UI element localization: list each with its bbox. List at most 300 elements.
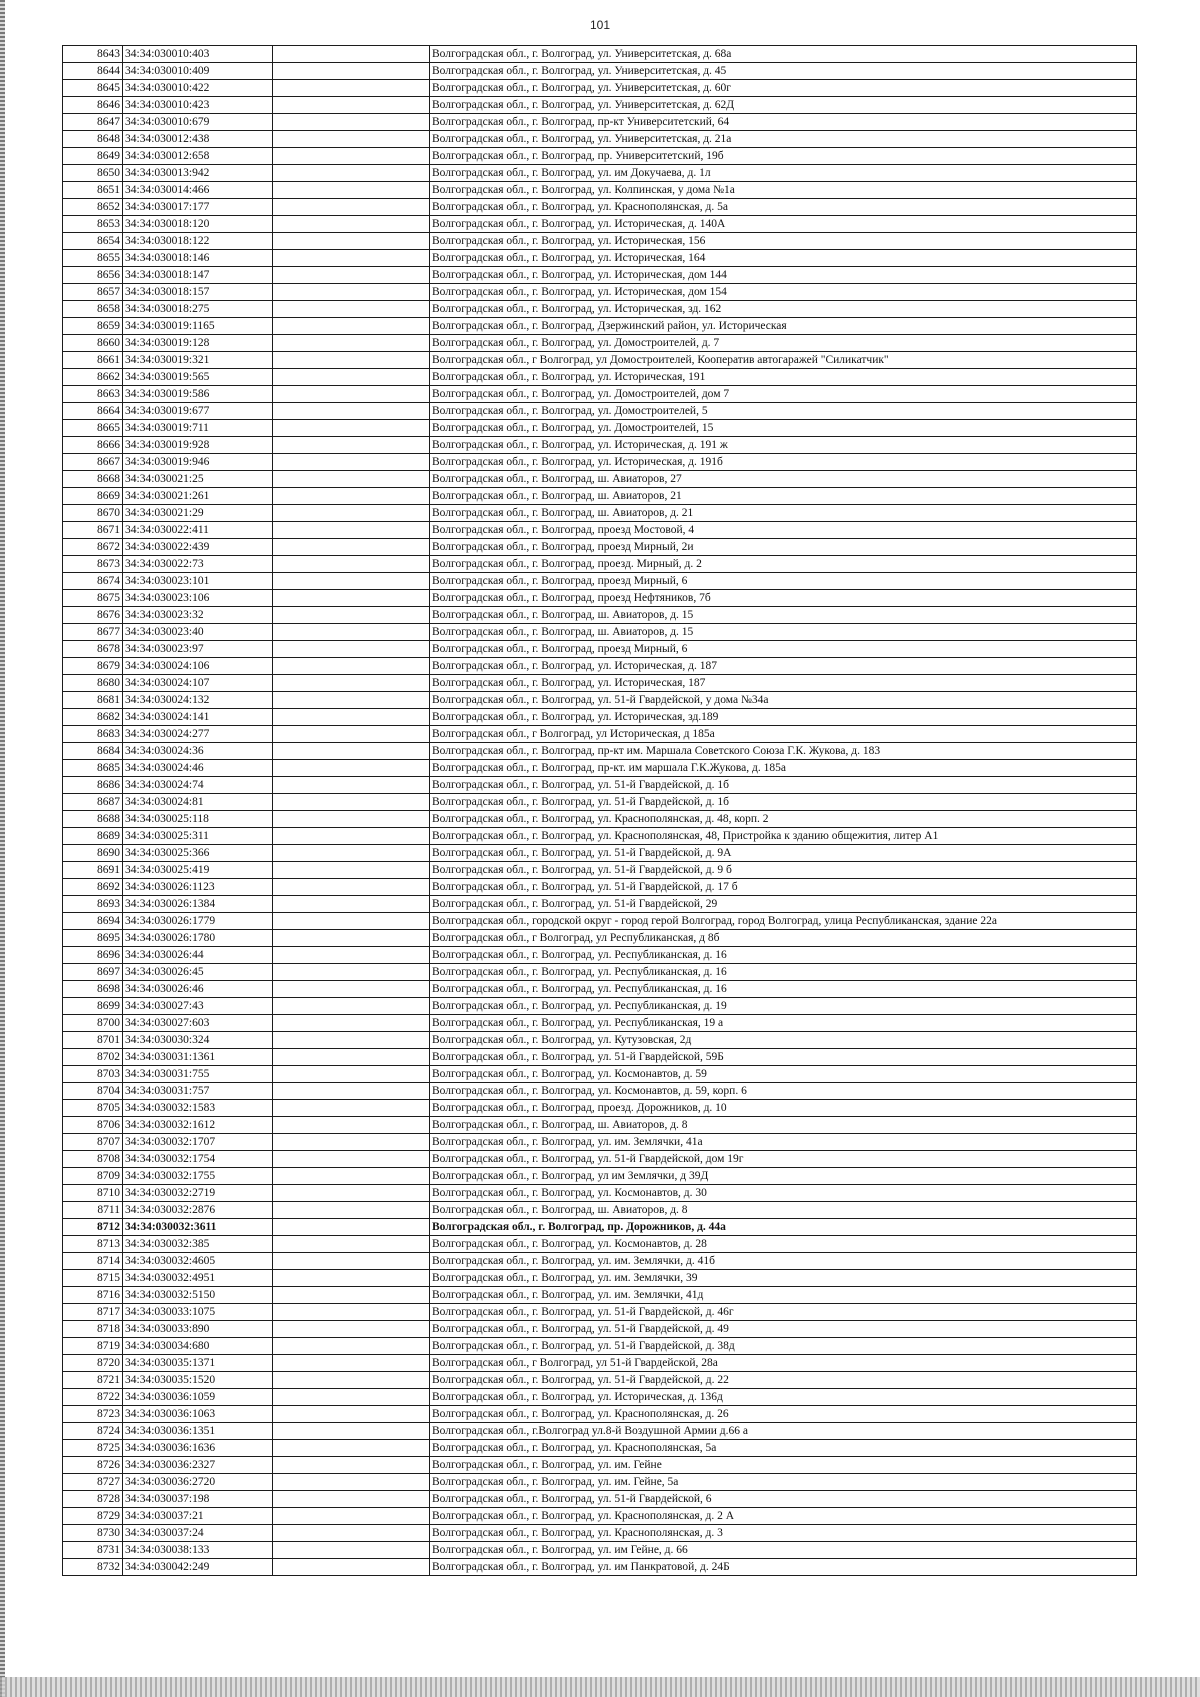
address-cell: Волгоградская обл., г. Волгоград, ул. Историческая, 191 xyxy=(430,369,1137,386)
cadastral-number-cell: 34:34:030026:1780 xyxy=(123,930,273,947)
address-cell: Волгоградская обл., г. Волгоград, ул. Домостроителей, дом 7 xyxy=(430,386,1137,403)
empty-cell xyxy=(273,607,430,624)
table-row xyxy=(63,896,1137,913)
row-number-cell: 8690 xyxy=(63,845,123,862)
address-cell: Волгоградская обл., г. Волгоград, ул. Историческая, 156 xyxy=(430,233,1137,250)
table-row xyxy=(63,1100,1137,1117)
row-number-cell: 8663 xyxy=(63,386,123,403)
empty-cell xyxy=(273,573,430,590)
empty-cell xyxy=(273,216,430,233)
empty-cell xyxy=(273,454,430,471)
address-cell: Волгоградская обл., г. Волгоград, ул. Историческая, д. 140А xyxy=(430,216,1137,233)
empty-cell xyxy=(273,930,430,947)
table-row xyxy=(63,165,1137,182)
row-number-cell: 8652 xyxy=(63,199,123,216)
row-number-cell: 8701 xyxy=(63,1032,123,1049)
row-number-cell: 8643 xyxy=(63,46,123,63)
empty-cell xyxy=(273,794,430,811)
table-row xyxy=(63,1542,1137,1559)
address-cell: Волгоградская обл., г Волгоград, ул Республиканская, д 8б xyxy=(430,930,1137,947)
row-number-cell: 8682 xyxy=(63,709,123,726)
row-number-cell: 8681 xyxy=(63,692,123,709)
cadastral-number-cell: 34:34:030026:46 xyxy=(123,981,273,998)
row-number-cell: 8721 xyxy=(63,1372,123,1389)
table-row xyxy=(63,471,1137,488)
row-number-cell: 8712 xyxy=(63,1219,123,1236)
table-row xyxy=(63,505,1137,522)
empty-cell xyxy=(273,1168,430,1185)
cadastral-number-cell: 34:34:030032:2876 xyxy=(123,1202,273,1219)
address-cell: Волгоградская обл., г. Волгоград, ул. 51-й Гвардейской, у дома №34а xyxy=(430,692,1137,709)
row-number-cell: 8664 xyxy=(63,403,123,420)
cadastral-number-cell: 34:34:030024:74 xyxy=(123,777,273,794)
cadastral-number-cell: 34:34:030032:1755 xyxy=(123,1168,273,1185)
cadastral-number-cell: 34:34:030032:1583 xyxy=(123,1100,273,1117)
cadastral-number-cell: 34:34:030018:157 xyxy=(123,284,273,301)
cadastral-number-cell: 34:34:030012:438 xyxy=(123,131,273,148)
empty-cell xyxy=(273,1321,430,1338)
row-number-cell: 8705 xyxy=(63,1100,123,1117)
row-number-cell: 8657 xyxy=(63,284,123,301)
cadastral-number-cell: 34:34:030026:1123 xyxy=(123,879,273,896)
cadastral-number-cell: 34:34:030027:43 xyxy=(123,998,273,1015)
row-number-cell: 8688 xyxy=(63,811,123,828)
cadastral-number-cell: 34:34:030032:3611 xyxy=(123,1219,273,1236)
address-cell: Волгоградская обл., г. Волгоград, ш. Авиаторов, д. 15 xyxy=(430,624,1137,641)
address-cell: Волгоградская обл., г. Волгоград, проезд Мирный, 6 xyxy=(430,641,1137,658)
empty-cell xyxy=(273,148,430,165)
cadastral-number-cell: 34:34:030036:1063 xyxy=(123,1406,273,1423)
table-row xyxy=(63,199,1137,216)
table-row xyxy=(63,1508,1137,1525)
cadastral-number-cell: 34:34:030031:755 xyxy=(123,1066,273,1083)
row-number-cell: 8693 xyxy=(63,896,123,913)
address-cell: Волгоградская обл., г. Волгоград, ул. Республиканская, д. 19 xyxy=(430,998,1137,1015)
row-number-cell: 8714 xyxy=(63,1253,123,1270)
cadastral-number-cell: 34:34:030018:146 xyxy=(123,250,273,267)
empty-cell xyxy=(273,1083,430,1100)
row-number-cell: 8655 xyxy=(63,250,123,267)
table-row xyxy=(63,1253,1137,1270)
row-number-cell: 8689 xyxy=(63,828,123,845)
empty-cell xyxy=(273,1287,430,1304)
table-row xyxy=(63,760,1137,777)
row-number-cell: 8710 xyxy=(63,1185,123,1202)
cadastral-number-cell: 34:34:030023:40 xyxy=(123,624,273,641)
address-cell: Волгоградская обл., г. Волгоград, ул. 51-й Гвардейской, 29 xyxy=(430,896,1137,913)
cadastral-number-cell: 34:34:030036:2720 xyxy=(123,1474,273,1491)
table-row xyxy=(63,811,1137,828)
empty-cell xyxy=(273,845,430,862)
empty-cell xyxy=(273,284,430,301)
address-cell: Волгоградская обл., г. Волгоград, пр-кт Университетский, 64 xyxy=(430,114,1137,131)
address-cell: Волгоградская обл., г. Волгоград, проезд. Дорожников, д. 10 xyxy=(430,1100,1137,1117)
cadastral-number-cell: 34:34:030030:324 xyxy=(123,1032,273,1049)
table-row xyxy=(63,1338,1137,1355)
row-number-cell: 8727 xyxy=(63,1474,123,1491)
empty-cell xyxy=(273,1304,430,1321)
empty-cell xyxy=(273,1117,430,1134)
scan-bottom-edge xyxy=(0,1677,1200,1697)
table-row xyxy=(63,182,1137,199)
address-cell: Волгоградская обл., г. Волгоград, ул. Историческая, д. 191б xyxy=(430,454,1137,471)
row-number-cell: 8730 xyxy=(63,1525,123,1542)
cadastral-number-cell: 34:34:030019:928 xyxy=(123,437,273,454)
address-cell: Волгоградская обл., г. Волгоград, ул. 51-й Гвардейской, д. 1б xyxy=(430,794,1137,811)
cadastral-number-cell: 34:34:030024:132 xyxy=(123,692,273,709)
empty-cell xyxy=(273,590,430,607)
address-cell: Волгоградская обл., г. Волгоград, ул. Республиканская, д. 16 xyxy=(430,947,1137,964)
row-number-cell: 8677 xyxy=(63,624,123,641)
row-number-cell: 8719 xyxy=(63,1338,123,1355)
empty-cell xyxy=(273,896,430,913)
empty-cell xyxy=(273,692,430,709)
registry-table-body xyxy=(63,46,1137,1576)
row-number-cell: 8645 xyxy=(63,80,123,97)
address-cell: Волгоградская обл., г. Волгоград, ул. Колпинская, у дома №1а xyxy=(430,182,1137,199)
empty-cell xyxy=(273,369,430,386)
empty-cell xyxy=(273,1389,430,1406)
row-number-cell: 8694 xyxy=(63,913,123,930)
address-cell: Волгоградская обл., г. Волгоград, ул. 51-й Гвардейской, дом 19г xyxy=(430,1151,1137,1168)
address-cell: Волгоградская обл., г. Волгоград, ул им Землячки, д 39Д xyxy=(430,1168,1137,1185)
cadastral-number-cell: 34:34:030019:946 xyxy=(123,454,273,471)
row-number-cell: 8686 xyxy=(63,777,123,794)
empty-cell xyxy=(273,471,430,488)
cadastral-number-cell: 34:34:030018:120 xyxy=(123,216,273,233)
cadastral-number-cell: 34:34:030023:106 xyxy=(123,590,273,607)
address-cell: Волгоградская обл., г. Волгоград, ш. Авиаторов, д. 15 xyxy=(430,607,1137,624)
cadastral-number-cell: 34:34:030035:1520 xyxy=(123,1372,273,1389)
table-row xyxy=(63,1491,1137,1508)
empty-cell xyxy=(273,743,430,760)
empty-cell xyxy=(273,522,430,539)
address-cell: Волгоградская обл., г. Волгоград, ул. Краснополянская, д. 48, корп. 2 xyxy=(430,811,1137,828)
address-cell: Волгоградская обл., г. Волгоград, проезд Мирный, 2и xyxy=(430,539,1137,556)
table-row xyxy=(63,80,1137,97)
cadastral-number-cell: 34:34:030033:1075 xyxy=(123,1304,273,1321)
cadastral-number-cell: 34:34:030018:147 xyxy=(123,267,273,284)
empty-cell xyxy=(273,505,430,522)
empty-cell xyxy=(273,1440,430,1457)
cadastral-number-cell: 34:34:030025:419 xyxy=(123,862,273,879)
row-number-cell: 8699 xyxy=(63,998,123,1015)
address-cell: Волгоградская обл., г. Волгоград, ул. 51-й Гвардейской, д. 46г xyxy=(430,1304,1137,1321)
row-number-cell: 8654 xyxy=(63,233,123,250)
empty-cell xyxy=(273,131,430,148)
cadastral-number-cell: 34:34:030025:118 xyxy=(123,811,273,828)
cadastral-number-cell: 34:34:030036:1636 xyxy=(123,1440,273,1457)
empty-cell xyxy=(273,199,430,216)
address-cell: Волгоградская обл., г. Волгоград, ул. Домостроителей, 5 xyxy=(430,403,1137,420)
table-row xyxy=(63,1287,1137,1304)
cadastral-number-cell: 34:34:030021:29 xyxy=(123,505,273,522)
row-number-cell: 8672 xyxy=(63,539,123,556)
row-number-cell: 8683 xyxy=(63,726,123,743)
table-row xyxy=(63,1117,1137,1134)
row-number-cell: 8696 xyxy=(63,947,123,964)
cadastral-number-cell: 34:34:030024:36 xyxy=(123,743,273,760)
table-row xyxy=(63,692,1137,709)
table-row xyxy=(63,930,1137,947)
cadastral-number-cell: 34:34:030026:45 xyxy=(123,964,273,981)
table-row xyxy=(63,1321,1137,1338)
cadastral-number-cell: 34:34:030019:128 xyxy=(123,335,273,352)
empty-cell xyxy=(273,114,430,131)
cadastral-number-cell: 34:34:030032:4605 xyxy=(123,1253,273,1270)
address-cell: Волгоградская обл., г. Волгоград, ул. им Панкратовой, д. 24Б xyxy=(430,1559,1137,1576)
cadastral-number-cell: 34:34:030021:261 xyxy=(123,488,273,505)
row-number-cell: 8647 xyxy=(63,114,123,131)
address-cell: Волгоградская обл., г. Волгоград, пр-кт. им маршала Г.К.Жукова, д. 185а xyxy=(430,760,1137,777)
row-number-cell: 8656 xyxy=(63,267,123,284)
address-cell: Волгоградская обл., г. Волгоград, проезд Мостовой, 4 xyxy=(430,522,1137,539)
cadastral-number-cell: 34:34:030031:1361 xyxy=(123,1049,273,1066)
row-number-cell: 8658 xyxy=(63,301,123,318)
table-row xyxy=(63,1406,1137,1423)
address-cell: Волгоградская обл., г. Волгоград, ул. Космонавтов, д. 30 xyxy=(430,1185,1137,1202)
row-number-cell: 8709 xyxy=(63,1168,123,1185)
row-number-cell: 8671 xyxy=(63,522,123,539)
empty-cell xyxy=(273,63,430,80)
row-number-cell: 8723 xyxy=(63,1406,123,1423)
address-cell: Волгоградская обл., г. Волгоград, ул. Историческая, 164 xyxy=(430,250,1137,267)
empty-cell xyxy=(273,1406,430,1423)
empty-cell xyxy=(273,811,430,828)
empty-cell xyxy=(273,1134,430,1151)
cadastral-number-cell: 34:34:030024:46 xyxy=(123,760,273,777)
address-cell: Волгоградская обл., г. Волгоград, ул. Университетская, д. 62Д xyxy=(430,97,1137,114)
empty-cell xyxy=(273,488,430,505)
empty-cell xyxy=(273,420,430,437)
empty-cell xyxy=(273,1066,430,1083)
address-cell: Волгоградская обл., г. Волгоград, ул. им. Гейне xyxy=(430,1457,1137,1474)
address-cell: Волгоградская обл., г. Волгоград, ул. Краснополянская, 5а xyxy=(430,1440,1137,1457)
row-number-cell: 8715 xyxy=(63,1270,123,1287)
cadastral-number-cell: 34:34:030018:122 xyxy=(123,233,273,250)
empty-cell xyxy=(273,1338,430,1355)
table-row xyxy=(63,573,1137,590)
address-cell: Волгоградская обл., г Волгоград, ул 51-й Гвардейской, 28а xyxy=(430,1355,1137,1372)
empty-cell xyxy=(273,80,430,97)
table-row xyxy=(63,1525,1137,1542)
row-number-cell: 8728 xyxy=(63,1491,123,1508)
table-row xyxy=(63,1389,1137,1406)
address-cell: Волгоградская обл., г. Волгоград, ул. им Гейне, д. 66 xyxy=(430,1542,1137,1559)
cadastral-number-cell: 34:34:030025:311 xyxy=(123,828,273,845)
empty-cell xyxy=(273,641,430,658)
empty-cell xyxy=(273,1355,430,1372)
table-row xyxy=(63,97,1137,114)
empty-cell xyxy=(273,556,430,573)
row-number-cell: 8646 xyxy=(63,97,123,114)
table-row xyxy=(63,267,1137,284)
table-row xyxy=(63,1202,1137,1219)
row-number-cell: 8674 xyxy=(63,573,123,590)
empty-cell xyxy=(273,403,430,420)
row-number-cell: 8687 xyxy=(63,794,123,811)
address-cell: Волгоградская обл., г. Волгоград, ул. 51-й Гвардейской, д. 17 б xyxy=(430,879,1137,896)
address-cell: Волгоградская обл., г. Волгоград, ул. 51-й Гвардейской, д. 22 xyxy=(430,1372,1137,1389)
page-number: 101 xyxy=(589,18,611,32)
table-row xyxy=(63,454,1137,471)
cadastral-number-cell: 34:34:030019:565 xyxy=(123,369,273,386)
address-cell: Волгоградская обл., г Волгоград, ул Историческая, д 185а xyxy=(430,726,1137,743)
table-row xyxy=(63,913,1137,930)
empty-cell xyxy=(273,97,430,114)
row-number-cell: 8678 xyxy=(63,641,123,658)
address-cell: Волгоградская обл., г. Волгоград, ул. 51-й Гвардейской, д. 38д xyxy=(430,1338,1137,1355)
address-cell: Волгоградская обл., г. Волгоград, ул. Университетская, д. 68а xyxy=(430,46,1137,63)
table-row xyxy=(63,675,1137,692)
cadastral-number-cell: 34:34:030032:1754 xyxy=(123,1151,273,1168)
table-row xyxy=(63,845,1137,862)
address-cell: Волгоградская обл., г. Волгоград, ул. 51-й Гвардейской, д. 9А xyxy=(430,845,1137,862)
table-row xyxy=(63,318,1137,335)
cadastral-number-cell: 34:34:030036:1351 xyxy=(123,1423,273,1440)
row-number-cell: 8685 xyxy=(63,760,123,777)
cadastral-number-cell: 34:34:030021:25 xyxy=(123,471,273,488)
table-row xyxy=(63,1219,1137,1236)
row-number-cell: 8732 xyxy=(63,1559,123,1576)
row-number-cell: 8668 xyxy=(63,471,123,488)
cadastral-number-cell: 34:34:030019:321 xyxy=(123,352,273,369)
table-row xyxy=(63,828,1137,845)
address-cell: Волгоградская обл., г. Волгоград, ш. Авиаторов, д. 21 xyxy=(430,505,1137,522)
row-number-cell: 8717 xyxy=(63,1304,123,1321)
cadastral-number-cell: 34:34:030032:1707 xyxy=(123,1134,273,1151)
cadastral-number-cell: 34:34:030010:422 xyxy=(123,80,273,97)
table-row xyxy=(63,607,1137,624)
address-cell: Волгоградская обл., г. Волгоград, ул. им. Землячки, д. 41б xyxy=(430,1253,1137,1270)
table-row xyxy=(63,216,1137,233)
row-number-cell: 8669 xyxy=(63,488,123,505)
address-cell: Волгоградская обл., г. Волгоград, ул. им. Землячки, 41а xyxy=(430,1134,1137,1151)
row-number-cell: 8649 xyxy=(63,148,123,165)
empty-cell xyxy=(273,1423,430,1440)
empty-cell xyxy=(273,1151,430,1168)
row-number-cell: 8695 xyxy=(63,930,123,947)
empty-cell xyxy=(273,1372,430,1389)
row-number-cell: 8653 xyxy=(63,216,123,233)
address-cell: Волгоградская обл., г. Волгоград, ул. Историческая, дом 144 xyxy=(430,267,1137,284)
row-number-cell: 8659 xyxy=(63,318,123,335)
cadastral-number-cell: 34:34:030023:97 xyxy=(123,641,273,658)
empty-cell xyxy=(273,539,430,556)
cadastral-number-cell: 34:34:030037:198 xyxy=(123,1491,273,1508)
table-row xyxy=(63,743,1137,760)
empty-cell xyxy=(273,1542,430,1559)
cadastral-number-cell: 34:34:030024:107 xyxy=(123,675,273,692)
address-cell: Волгоградская обл., г. Волгоград, ул. Историческая, д. 191 ж xyxy=(430,437,1137,454)
cadastral-number-cell: 34:34:030019:677 xyxy=(123,403,273,420)
row-number-cell: 8680 xyxy=(63,675,123,692)
empty-cell xyxy=(273,828,430,845)
empty-cell xyxy=(273,1202,430,1219)
row-number-cell: 8670 xyxy=(63,505,123,522)
empty-cell xyxy=(273,335,430,352)
cadastral-number-cell: 34:34:030013:942 xyxy=(123,165,273,182)
empty-cell xyxy=(273,624,430,641)
cadastral-number-cell: 34:34:030037:24 xyxy=(123,1525,273,1542)
empty-cell xyxy=(273,1270,430,1287)
cadastral-number-cell: 34:34:030022:73 xyxy=(123,556,273,573)
address-cell: Волгоградская обл., г.Волгоград ул.8-й Воздушной Армии д.66 а xyxy=(430,1423,1137,1440)
empty-cell xyxy=(273,1236,430,1253)
row-number-cell: 8716 xyxy=(63,1287,123,1304)
table-row xyxy=(63,556,1137,573)
row-number-cell: 8726 xyxy=(63,1457,123,1474)
table-row xyxy=(63,335,1137,352)
address-cell: Волгоградская обл., г. Волгоград, ул. Историческая, дом 154 xyxy=(430,284,1137,301)
address-cell: Волгоградская обл., г. Волгоград, ш. Авиаторов, 27 xyxy=(430,471,1137,488)
cadastral-number-cell: 34:34:030026:1779 xyxy=(123,913,273,930)
row-number-cell: 8692 xyxy=(63,879,123,896)
empty-cell xyxy=(273,437,430,454)
row-number-cell: 8675 xyxy=(63,590,123,607)
table-row xyxy=(63,1236,1137,1253)
table-row xyxy=(63,658,1137,675)
cadastral-number-cell: 34:34:030042:249 xyxy=(123,1559,273,1576)
address-cell: Волгоградская обл., г. Волгоград, ул. Историческая, д. 136д xyxy=(430,1389,1137,1406)
table-row xyxy=(63,1134,1137,1151)
address-cell: Волгоградская обл., г. Волгоград, ул. Республиканская, д. 16 xyxy=(430,964,1137,981)
table-row xyxy=(63,726,1137,743)
row-number-cell: 8729 xyxy=(63,1508,123,1525)
cadastral-number-cell: 34:34:030024:141 xyxy=(123,709,273,726)
row-number-cell: 8665 xyxy=(63,420,123,437)
empty-cell xyxy=(273,1253,430,1270)
table-row xyxy=(63,879,1137,896)
address-cell: Волгоградская обл., г. Волгоград, ул. 51-й Гвардейской, д. 49 xyxy=(430,1321,1137,1338)
address-cell: Волгоградская обл., г. Волгоград, ш. Авиаторов, д. 8 xyxy=(430,1202,1137,1219)
cadastral-number-cell: 34:34:030010:679 xyxy=(123,114,273,131)
cadastral-number-cell: 34:34:030010:423 xyxy=(123,97,273,114)
empty-cell xyxy=(273,862,430,879)
table-row xyxy=(63,641,1137,658)
table-row xyxy=(63,63,1137,80)
address-cell: Волгоградская обл., г. Волгоград, ул. Домостроителей, 15 xyxy=(430,420,1137,437)
empty-cell xyxy=(273,709,430,726)
table-row xyxy=(63,250,1137,267)
address-cell: Волгоградская обл., городской округ - город герой Волгоград, город Волгоград, улица Республиканская, здание 22а xyxy=(430,913,1137,930)
empty-cell xyxy=(273,1508,430,1525)
row-number-cell: 8660 xyxy=(63,335,123,352)
table-row xyxy=(63,794,1137,811)
empty-cell xyxy=(273,726,430,743)
address-cell: Волгоградская обл., г. Волгоград, проезд Нефтяников, 7б xyxy=(430,590,1137,607)
row-number-cell: 8725 xyxy=(63,1440,123,1457)
empty-cell xyxy=(273,352,430,369)
address-cell: Волгоградская обл., г. Волгоград, ул. Краснополянская, д. 26 xyxy=(430,1406,1137,1423)
empty-cell xyxy=(273,1491,430,1508)
empty-cell xyxy=(273,1559,430,1576)
cadastral-number-cell: 34:34:030023:32 xyxy=(123,607,273,624)
address-cell: Волгоградская обл., г. Волгоград, ул. Университетская, д. 60г xyxy=(430,80,1137,97)
row-number-cell: 8718 xyxy=(63,1321,123,1338)
empty-cell xyxy=(273,1219,430,1236)
cadastral-number-cell: 34:34:030034:680 xyxy=(123,1338,273,1355)
address-cell: Волгоградская обл., г. Волгоград, ул. Историческая, 187 xyxy=(430,675,1137,692)
cadastral-number-cell: 34:34:030037:21 xyxy=(123,1508,273,1525)
table-row xyxy=(63,148,1137,165)
row-number-cell: 8720 xyxy=(63,1355,123,1372)
empty-cell xyxy=(273,267,430,284)
empty-cell xyxy=(273,233,430,250)
address-cell: Волгоградская обл., г. Волгоград, Дзержинский район, ул. Историческая xyxy=(430,318,1137,335)
row-number-cell: 8697 xyxy=(63,964,123,981)
table-row xyxy=(63,862,1137,879)
